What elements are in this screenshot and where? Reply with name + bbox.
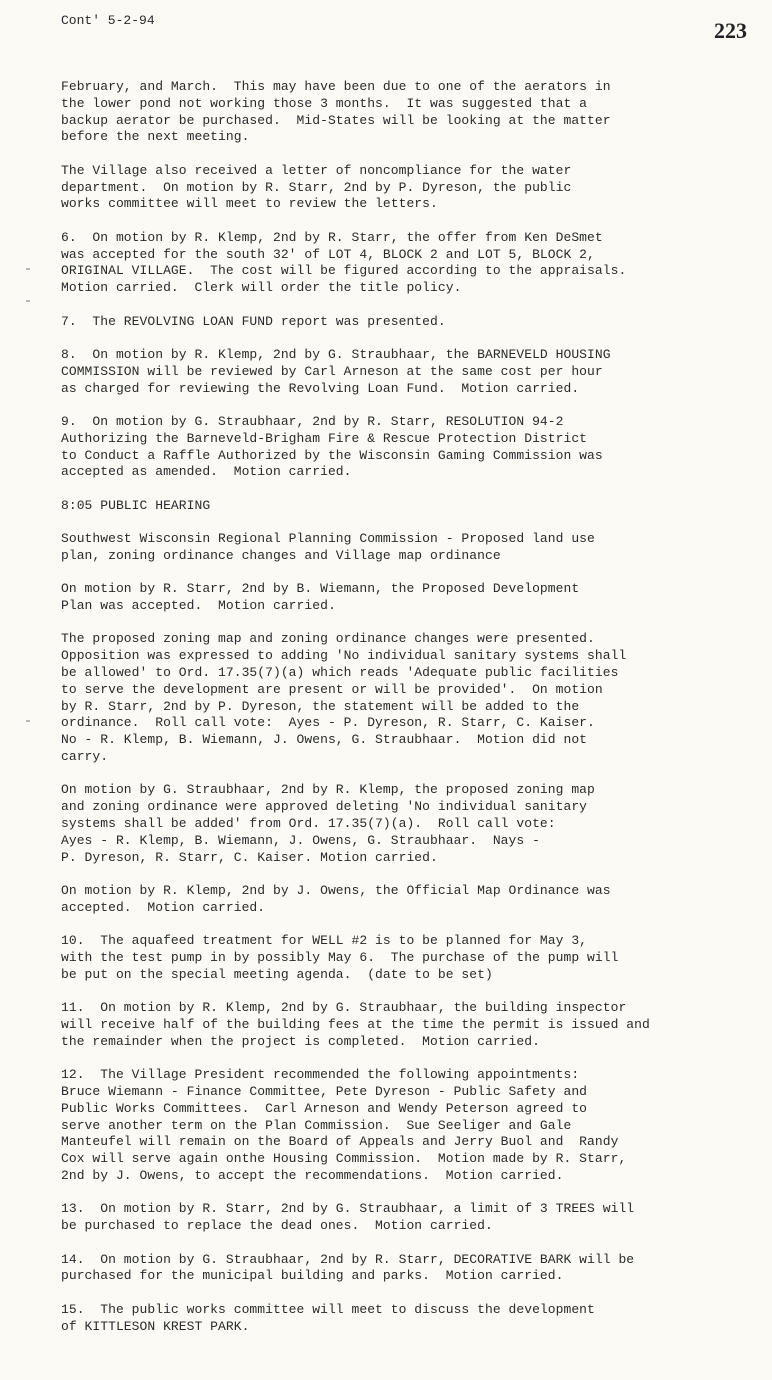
paragraph-item-6: 6. On motion by R. Klemp, 2nd by R. Starr, the offer from Ken DeSmet was accepted for the south 32' of LOT 4, BLOCK 2 and LOT 5, BLOCK 2, ORIGINAL VILLAGE. The cost will be figured according to the appraisals. Motion carried. Clerk will order the title policy. xyxy=(61,229,627,296)
paragraph-zoning-opposition: The proposed zoning map and zoning ordinance changes were presented. Opposition was expressed to adding 'No individual sanitary systems shall be allowed' to Ord. 17.35(7)(a) which reads 'Adequate public facilities to serve the development are present or will be provided'. On motion by R. Starr, 2nd by P. Dyreson, the statement will be added to the ordinance. Roll call vote: Ayes - P. Dyreson, R. Starr, C. Kaiser. No - R. Klemp, B. Wiemann, J. Owens, G. Straubhaar. Motion did not carry. xyxy=(61,631,627,765)
margin-mark xyxy=(26,268,30,270)
paragraph-item-11: 11. On motion by R. Klemp, 2nd by G. Straubhaar, the building inspector will receive half of the building fees at the time the permit is issued and the remainder when the project is completed. Motion carried. xyxy=(61,1000,650,1049)
paragraph-item-12: 12. The Village President recommended the following appointments: Bruce Wiemann - Finance Committee, Pete Dyreson - Public Safety and Public Works Committees. Carl Arneson and Wendy Peterson agreed to serve another term on the Plan Commission. Sue Seeliger and Gale Manteufel will remain on the Board of Appeals and Jerry Buol and Randy Cox will serve again onthe Housing Commission. Motion made by R. Starr, 2nd by J. Owens, to accept the recommendations. Motion carried. xyxy=(61,1067,627,1183)
margin-mark xyxy=(26,300,30,302)
paragraph-aerator: February, and March. This may have been due to one of the aerators in the lower pond not working those 3 months. It was suggested that a backup aerator be purchased. Mid-States will be looking at the matter before the next meeting. xyxy=(61,79,611,145)
paragraph-development-plan: On motion by R. Starr, 2nd by B. Wiemann, the Proposed Development Plan was accepted. Motion carried. xyxy=(61,581,580,614)
paragraph-planning-commission: Southwest Wisconsin Regional Planning Commission - Proposed land use plan, zoning ordinance changes and Village map ordinance xyxy=(61,531,595,563)
paragraph-zoning-approval: On motion by G. Straubhaar, 2nd by R. Klemp, the proposed zoning map and zoning ordinance were approved deleting 'No individual sanitary systems shall be added' from Ord. 17.35(7)(a). Roll call vote: Ayes - R. Klemp, B. Wiemann, J. Owens, G. Straubhaar. Nays - P. Dyreson, R. Starr, C. Kaiser. Motion carried. xyxy=(61,782,595,865)
paragraph-official-map: On motion by R. Klemp, 2nd by J. Owens, the Official Map Ordinance was accepted. Motion carried. xyxy=(61,883,611,915)
paragraph-item-9: 9. On motion by G. Straubhaar, 2nd by R. Starr, RESOLUTION 94-2 Authorizing the Barneveld-Brigham Fire & Rescue Protection District to Conduct a Raffle Authorized by the Wisconsin Gaming Commission was accepted as amended. Motion carried. xyxy=(61,413,603,480)
paragraph-public-hearing: 8:05 PUBLIC HEARING xyxy=(61,497,211,513)
paragraph-noncompliance: The Village also received a letter of noncompliance for the water department. On motion by R. Starr, 2nd by P. Dyreson, the public works committee will meet to review the letters. xyxy=(61,162,572,212)
paragraph-item-13: 13. On motion by R. Starr, 2nd by G. Straubhaar, a limit of 3 TREES will be purchased to replace the dead ones. Motion carried. xyxy=(61,1201,635,1234)
margin-mark xyxy=(26,720,30,722)
continuation-header: Cont' 5-2-94 xyxy=(61,13,155,28)
paragraph-item-14: 14. On motion by G. Straubhaar, 2nd by R. Starr, DECORATIVE BARK will be purchased for the municipal building and parks. Motion carried. xyxy=(61,1251,635,1284)
minutes-body xyxy=(61,79,751,1352)
page-number: 223 xyxy=(714,18,747,43)
paragraph-item-7: 7. The REVOLVING LOAN FUND report was presented. xyxy=(61,313,446,329)
paragraph-item-10: 10. The aquafeed treatment for WELL #2 is to be planned for May 3, with the test pump in by possibly May 6. The purchase of the pump will be put on the special meeting agenda. (date to be set) xyxy=(61,933,619,982)
paragraph-item-15: 15. The public works committee will meet to discuss the development of KITTLESON KREST PARK. xyxy=(61,1301,595,1334)
paragraph-item-8: 8. On motion by R. Klemp, 2nd by G. Straubhaar, the BARNEVELD HOUSING COMMISSION will be reviewed by Carl Arneson at the same cost per hour as charged for reviewing the Revolving Loan Fund. Motion carried. xyxy=(61,346,611,396)
